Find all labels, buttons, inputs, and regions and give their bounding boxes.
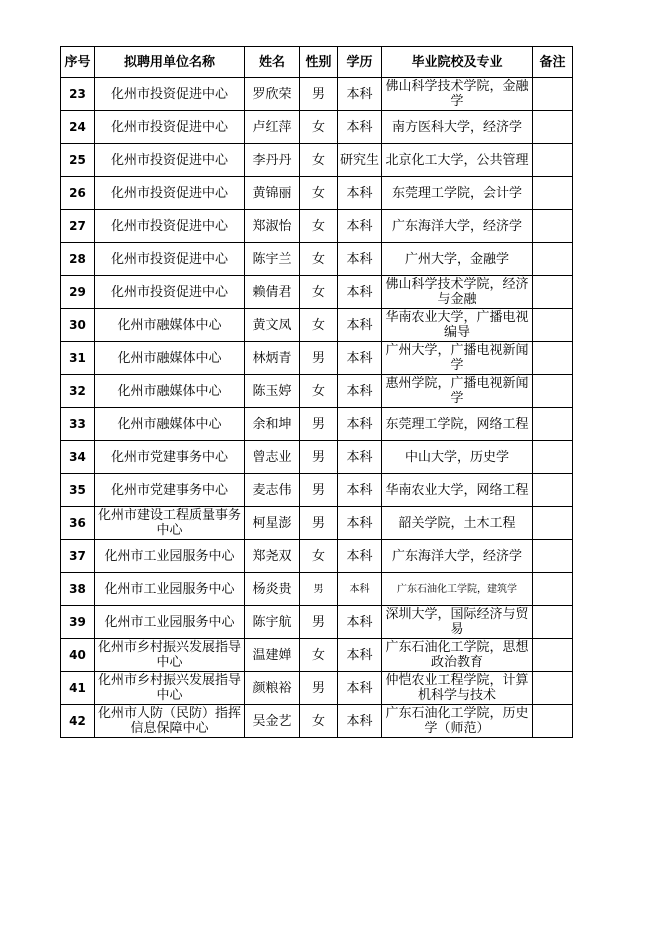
cell-remarks (533, 639, 573, 672)
cell-name: 黄文凤 (245, 309, 300, 342)
cell-school-major: 华南农业大学，网络工程 (382, 474, 533, 507)
cell-index: 34 (61, 441, 95, 474)
cell-index: 29 (61, 276, 95, 309)
table-row (61, 342, 573, 375)
cell-name: 卢红萍 (245, 111, 300, 144)
cell-index: 33 (61, 408, 95, 441)
cell-index: 23 (61, 78, 95, 111)
cell-name: 郑淑怡 (245, 210, 300, 243)
cell-index: 39 (61, 606, 95, 639)
cell-index: 32 (61, 375, 95, 408)
cell-school-major: 广东石油化工学院，历史学（师范） (382, 705, 533, 738)
cell-unit: 化州市乡村振兴发展指导中心 (95, 639, 245, 672)
cell-gender: 女 (300, 243, 338, 276)
cell-index: 42 (61, 705, 95, 738)
cell-gender: 女 (300, 276, 338, 309)
cell-school-major: 东莞理工学院，网络工程 (382, 408, 533, 441)
cell-unit: 化州市投资促进中心 (95, 111, 245, 144)
cell-school-major: 广东石油化工学院，思想政治教育 (382, 639, 533, 672)
cell-remarks (533, 573, 573, 606)
cell-school-major: 深圳大学，国际经济与贸易 (382, 606, 533, 639)
cell-school-major: 南方医科大学，经济学 (382, 111, 533, 144)
cell-name: 赖倩君 (245, 276, 300, 309)
cell-gender: 女 (300, 111, 338, 144)
table-row (61, 111, 573, 144)
cell-name: 陈玉婷 (245, 375, 300, 408)
cell-remarks (533, 342, 573, 375)
table-row (61, 540, 573, 573)
header-education: 学历 (338, 47, 382, 78)
cell-education: 本科 (338, 309, 382, 342)
table-row (61, 573, 573, 606)
cell-name: 陈宇兰 (245, 243, 300, 276)
cell-school-major: 华南农业大学，广播电视编导 (382, 309, 533, 342)
cell-name: 罗欣荣 (245, 78, 300, 111)
cell-education: 本科 (338, 507, 382, 540)
cell-education: 本科 (338, 540, 382, 573)
cell-gender: 男 (300, 573, 338, 606)
cell-gender: 男 (300, 342, 338, 375)
table-body (61, 78, 573, 738)
cell-remarks (533, 144, 573, 177)
cell-remarks (533, 672, 573, 705)
cell-school-major: 广东海洋大学，经济学 (382, 540, 533, 573)
cell-unit: 化州市人防（民防）指挥信息保障中心 (95, 705, 245, 738)
cell-education: 本科 (338, 705, 382, 738)
cell-index: 24 (61, 111, 95, 144)
cell-unit: 化州市乡村振兴发展指导中心 (95, 672, 245, 705)
cell-education: 本科 (338, 474, 382, 507)
table-row (61, 639, 573, 672)
cell-remarks (533, 441, 573, 474)
cell-unit: 化州市建设工程质量事务中心 (95, 507, 245, 540)
cell-name: 郑尧双 (245, 540, 300, 573)
table-row (61, 144, 573, 177)
header-row (61, 47, 573, 78)
cell-education: 研究生 (338, 144, 382, 177)
cell-school-major: 中山大学，历史学 (382, 441, 533, 474)
cell-index: 38 (61, 573, 95, 606)
table-row (61, 276, 573, 309)
table-row (61, 441, 573, 474)
header-remarks: 备注 (533, 47, 573, 78)
cell-remarks (533, 705, 573, 738)
cell-unit: 化州市融媒体中心 (95, 408, 245, 441)
cell-unit: 化州市投资促进中心 (95, 210, 245, 243)
cell-gender: 男 (300, 408, 338, 441)
cell-name: 陈宇航 (245, 606, 300, 639)
cell-unit: 化州市融媒体中心 (95, 309, 245, 342)
header-unit: 拟聘用单位名称 (95, 47, 245, 78)
cell-unit: 化州市融媒体中心 (95, 375, 245, 408)
cell-gender: 男 (300, 606, 338, 639)
cell-unit: 化州市投资促进中心 (95, 177, 245, 210)
cell-name: 林炳青 (245, 342, 300, 375)
cell-index: 31 (61, 342, 95, 375)
cell-unit: 化州市融媒体中心 (95, 342, 245, 375)
cell-index: 25 (61, 144, 95, 177)
cell-school-major: 广州大学，广播电视新闻学 (382, 342, 533, 375)
cell-gender: 女 (300, 144, 338, 177)
cell-gender: 女 (300, 210, 338, 243)
table-row (61, 78, 573, 111)
cell-remarks (533, 210, 573, 243)
cell-education: 本科 (338, 573, 382, 606)
cell-education: 本科 (338, 639, 382, 672)
cell-name: 黄锦丽 (245, 177, 300, 210)
cell-unit: 化州市投资促进中心 (95, 276, 245, 309)
cell-school-major: 广东石油化工学院，建筑学 (382, 573, 533, 606)
cell-school-major: 北京化工大学，公共管理 (382, 144, 533, 177)
cell-name: 曾志业 (245, 441, 300, 474)
cell-school-major: 东莞理工学院，会计学 (382, 177, 533, 210)
header-gender: 性别 (300, 47, 338, 78)
cell-education: 本科 (338, 243, 382, 276)
table-row (61, 672, 573, 705)
cell-name: 吴金艺 (245, 705, 300, 738)
cell-gender: 男 (300, 507, 338, 540)
cell-remarks (533, 408, 573, 441)
cell-remarks (533, 78, 573, 111)
cell-index: 40 (61, 639, 95, 672)
table-row (61, 243, 573, 276)
cell-unit: 化州市投资促进中心 (95, 78, 245, 111)
cell-unit: 化州市工业园服务中心 (95, 573, 245, 606)
cell-education: 本科 (338, 78, 382, 111)
cell-education: 本科 (338, 276, 382, 309)
cell-index: 28 (61, 243, 95, 276)
cell-index: 27 (61, 210, 95, 243)
cell-education: 本科 (338, 606, 382, 639)
cell-index: 26 (61, 177, 95, 210)
cell-index: 41 (61, 672, 95, 705)
cell-remarks (533, 474, 573, 507)
cell-remarks (533, 309, 573, 342)
table-row (61, 408, 573, 441)
cell-remarks (533, 507, 573, 540)
cell-name: 余和坤 (245, 408, 300, 441)
cell-index: 36 (61, 507, 95, 540)
cell-name: 颜粮裕 (245, 672, 300, 705)
cell-education: 本科 (338, 177, 382, 210)
cell-name: 李丹丹 (245, 144, 300, 177)
header-school-major: 毕业院校及专业 (382, 47, 533, 78)
cell-education: 本科 (338, 111, 382, 144)
table-row (61, 705, 573, 738)
cell-gender: 男 (300, 474, 338, 507)
cell-gender: 男 (300, 78, 338, 111)
cell-school-major: 佛山科学技术学院，经济与金融 (382, 276, 533, 309)
table-row (61, 606, 573, 639)
header-index: 序号 (61, 47, 95, 78)
header-name: 姓名 (245, 47, 300, 78)
cell-name: 柯星澎 (245, 507, 300, 540)
cell-gender: 女 (300, 639, 338, 672)
table-row (61, 375, 573, 408)
cell-remarks (533, 606, 573, 639)
cell-school-major: 仲恺农业工程学院，计算机科学与技术 (382, 672, 533, 705)
cell-unit: 化州市党建事务中心 (95, 441, 245, 474)
cell-index: 37 (61, 540, 95, 573)
cell-remarks (533, 111, 573, 144)
cell-gender: 女 (300, 177, 338, 210)
cell-education: 本科 (338, 408, 382, 441)
cell-name: 温建婵 (245, 639, 300, 672)
cell-education: 本科 (338, 342, 382, 375)
recruitment-table (60, 46, 573, 738)
cell-school-major: 广东海洋大学，经济学 (382, 210, 533, 243)
cell-education: 本科 (338, 441, 382, 474)
cell-remarks (533, 540, 573, 573)
cell-education: 本科 (338, 210, 382, 243)
cell-remarks (533, 177, 573, 210)
cell-unit: 化州市投资促进中心 (95, 144, 245, 177)
cell-gender: 男 (300, 441, 338, 474)
cell-unit: 化州市党建事务中心 (95, 474, 245, 507)
cell-school-major: 惠州学院，广播电视新闻学 (382, 375, 533, 408)
cell-index: 30 (61, 309, 95, 342)
cell-remarks (533, 243, 573, 276)
cell-remarks (533, 375, 573, 408)
cell-gender: 女 (300, 309, 338, 342)
cell-index: 35 (61, 474, 95, 507)
cell-education: 本科 (338, 375, 382, 408)
cell-unit: 化州市工业园服务中心 (95, 540, 245, 573)
cell-unit: 化州市投资促进中心 (95, 243, 245, 276)
cell-name: 杨炎贵 (245, 573, 300, 606)
cell-gender: 女 (300, 540, 338, 573)
table-row (61, 177, 573, 210)
cell-education: 本科 (338, 672, 382, 705)
table-row (61, 474, 573, 507)
cell-school-major: 韶关学院，土木工程 (382, 507, 533, 540)
table-row (61, 507, 573, 540)
cell-unit: 化州市工业园服务中心 (95, 606, 245, 639)
table-row (61, 309, 573, 342)
cell-name: 麦志伟 (245, 474, 300, 507)
cell-remarks (533, 276, 573, 309)
table-row (61, 210, 573, 243)
cell-gender: 女 (300, 705, 338, 738)
cell-gender: 男 (300, 672, 338, 705)
cell-school-major: 广州大学，金融学 (382, 243, 533, 276)
cell-gender: 女 (300, 375, 338, 408)
cell-school-major: 佛山科学技术学院，金融学 (382, 78, 533, 111)
